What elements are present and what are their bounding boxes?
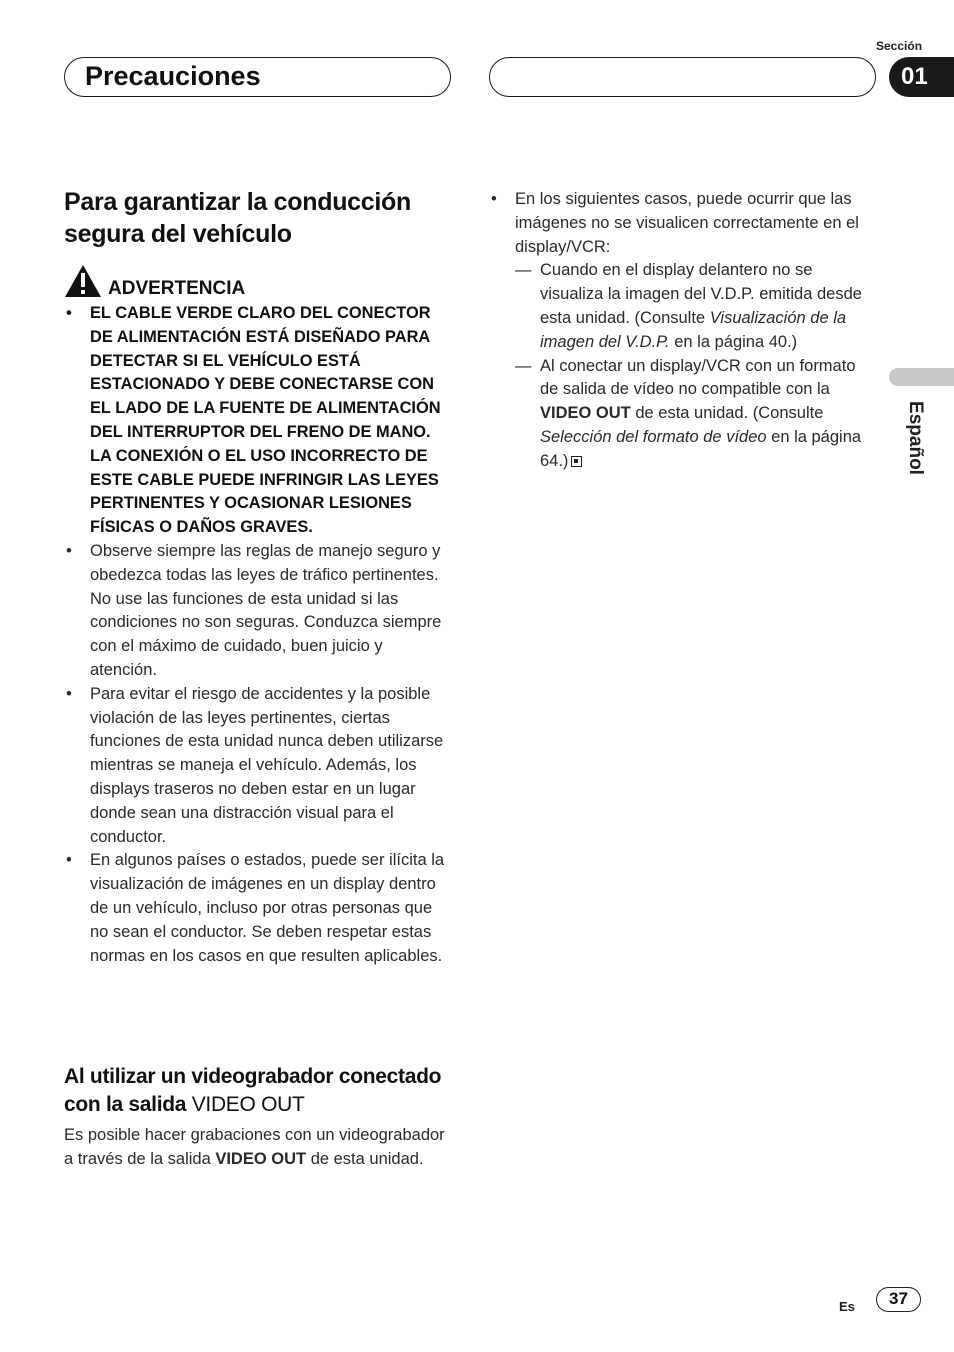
dash-item <box>515 355 874 474</box>
list-item-text: En los siguientes casos, puede ocurrir que las imágenes no se visualicen correctamente en el display/VCR: <box>515 190 859 256</box>
cross-reference: Visualización de la imagen del V.D.P. <box>540 308 847 351</box>
warning-title: ADVERTENCIA <box>108 278 246 299</box>
header-empty-box <box>489 57 876 97</box>
language-label: Español <box>905 401 926 475</box>
section-heading-vcr <box>64 1063 464 1119</box>
list-item <box>64 683 454 850</box>
dash-text: en la página 64.) <box>540 427 862 470</box>
footer-language-code: Es <box>839 1299 855 1314</box>
page-title: Precauciones <box>85 61 261 91</box>
heading-bold-part: Al utilizar un videograbador conectado con la salida <box>64 1065 442 1116</box>
warning-text: EL CABLE VERDE CLARO DEL CONECTOR DE ALIMENTACIÓN ESTÁ DISEÑADO PARA DETECTAR SI EL VEHÍCULO ESTÁ ESTACIONADO Y DEBE CONECTARSE CON EL LADO DE LA FUENTE DE ALIMENTACIÓN DEL INTERRUPTOR DEL FRENO DE MANO. LA CONEXIÓN O EL USO INCORRECTO DE ESTE CABLE PUEDE INFRINGIR LAS LEYES PERTINENTES Y OCASIONAR LESIONES FÍSICAS O DAÑOS GRAVES. <box>90 304 441 537</box>
dash-item <box>515 259 874 354</box>
dash-text: Cuando en el display delantero no se visualiza la imagen del V.D.P. emitida desde esta unidad. (Consulte <box>540 261 862 327</box>
list-item <box>64 849 454 968</box>
right-column-text <box>489 188 874 474</box>
language-tab <box>889 368 954 386</box>
warning-item <box>64 302 454 540</box>
section-label: Sección <box>876 39 923 53</box>
end-mark-icon <box>571 456 582 467</box>
vcr-paragraph <box>64 1124 456 1172</box>
list-item-text: Para evitar el riesgo de accidentes y la posible violación de las leyes pertinentes, ciertas funciones de esta unidad nunca deben utilizarse mientras se maneja el vehículo. Además, los displays traseros no deben estar en un lugar donde sean una distracción visual para el conductor. <box>90 684 444 846</box>
list-item-text: En algunos países o estados, puede ser ilícita la visualización de imágenes en un display dentro de un vehículo, incluso por otras personas que no sean el conductor. Se deben respetar estas normas en los casos en que resulten aplicables. <box>90 851 445 965</box>
dash-text: en la página 40.) <box>669 332 798 351</box>
list-item <box>489 188 874 474</box>
list-item-text: Observe siempre las reglas de manejo seguro y obedezca todas las leyes de tráfico pertinentes. No use las funciones de esta unidad si las condiciones no son seguras. Conduzca siempre con el máximo de cuidado, buen juicio y atención. <box>90 541 442 679</box>
paragraph-text: Es posible hacer grabaciones con un videograbador a través de la salida <box>64 1126 445 1168</box>
cross-reference: Selección del formato de vídeo <box>540 427 767 446</box>
dash-text: Al conectar un display/VCR con un formato de salida de vídeo no compatible con la <box>540 356 856 399</box>
video-out-label: VIDEO OUT <box>215 1149 307 1168</box>
header-title-box <box>64 57 451 97</box>
heading-plain-part: VIDEO OUT <box>191 1093 305 1116</box>
left-column-text <box>64 302 454 968</box>
section-heading-safe-driving: Para garantizar la conducción segura del vehículo <box>64 188 411 248</box>
section-number-badge: 01 <box>889 57 954 97</box>
paragraph-text: de esta unidad. <box>306 1149 424 1168</box>
warning-triangle-icon <box>64 264 102 298</box>
page-number: 37 <box>876 1287 921 1312</box>
dash-text: de esta unidad. (Consulte <box>630 404 824 423</box>
list-item <box>64 540 454 683</box>
video-out-label: VIDEO OUT <box>540 404 631 423</box>
